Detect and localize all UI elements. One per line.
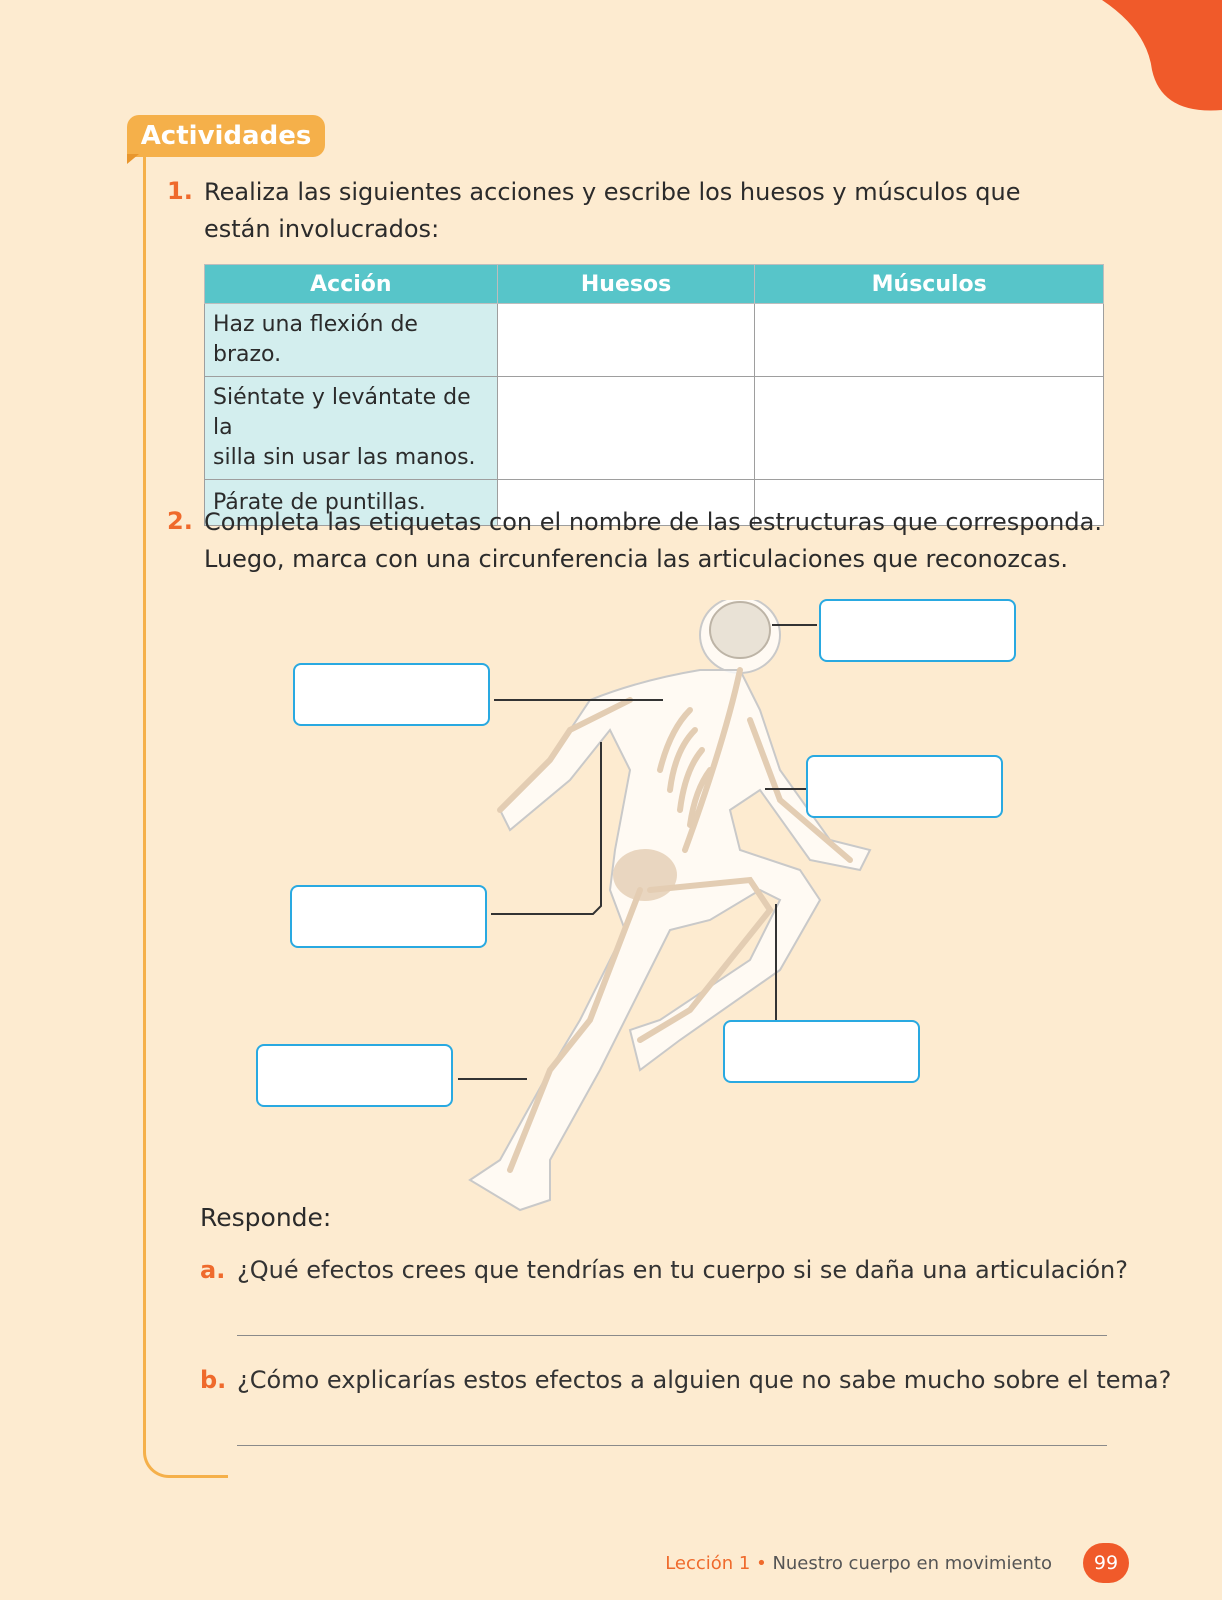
header-huesos: Huesos [497,265,755,304]
question-2-text: Completa las etiquetas con el nombre de las estructuras que corresponda. [204,508,1102,536]
footer-title: Nuestro cuerpo en movimiento [772,1553,1052,1574]
header-accion: Acción [205,265,498,304]
footer-separator: • [750,1553,773,1574]
accion-line: Haz una flexión de brazo. [213,312,418,367]
question-1-number: 1. [167,177,193,205]
musculos-cell[interactable] [755,377,1104,480]
huesos-cell[interactable] [497,304,755,377]
ribcage-label-box[interactable] [806,755,1003,818]
answer-line-a[interactable] [237,1335,1107,1336]
actions-table [204,264,1104,526]
tag-notch [127,154,139,164]
question-1-text: Realiza las siguientes acciones y escribe los huesos y músculos que [204,178,1021,206]
answer-line-b[interactable] [237,1445,1107,1446]
accion-line: Siéntate y levántate de la [213,385,471,440]
running-skeleton-illustration [440,600,920,1240]
accion-line: silla sin usar las manos. [213,445,476,470]
responde-heading: Responde: [200,1203,332,1232]
accion-line: Párate de puntillas. [213,489,426,515]
huesos-cell[interactable] [497,377,755,480]
accion-cell [205,377,498,480]
subquestion-a-text: ¿Qué efectos crees que tendrías en tu cuerpo si se daña una articulación? [237,1256,1128,1284]
table-row [205,377,1104,480]
femur-label-box[interactable] [723,1020,920,1083]
subquestion-b-text: ¿Cómo explicarías estos efectos a alguien que no sabe mucho sobre el tema? [237,1366,1172,1394]
footer-lesson: Lección 1 [665,1553,751,1574]
arm-label-box[interactable] [290,885,487,948]
page-number-badge: 99 [1083,1543,1129,1583]
header-musculos: Músculos [755,265,1104,304]
section-tag: Actividades [127,115,325,157]
subquestion-b-letter: b. [200,1366,227,1394]
question-2-number: 2. [167,507,193,535]
question-2-text-line2: Luego, marca con una circunferencia las articulaciones que reconozcas. [204,545,1069,573]
shoulder-label-box[interactable] [293,663,490,726]
subquestion-a-letter: a. [200,1256,226,1284]
question-1-text-line2: están involucrados: [204,215,440,243]
leg-label-box[interactable] [256,1044,453,1107]
skull-label-box[interactable] [819,599,1016,662]
table-header-row [205,265,1104,304]
page-footer [665,1553,1052,1574]
corner-decoration [1102,0,1222,115]
accion-cell [205,304,498,377]
table-row [205,304,1104,377]
musculos-cell[interactable] [755,304,1104,377]
